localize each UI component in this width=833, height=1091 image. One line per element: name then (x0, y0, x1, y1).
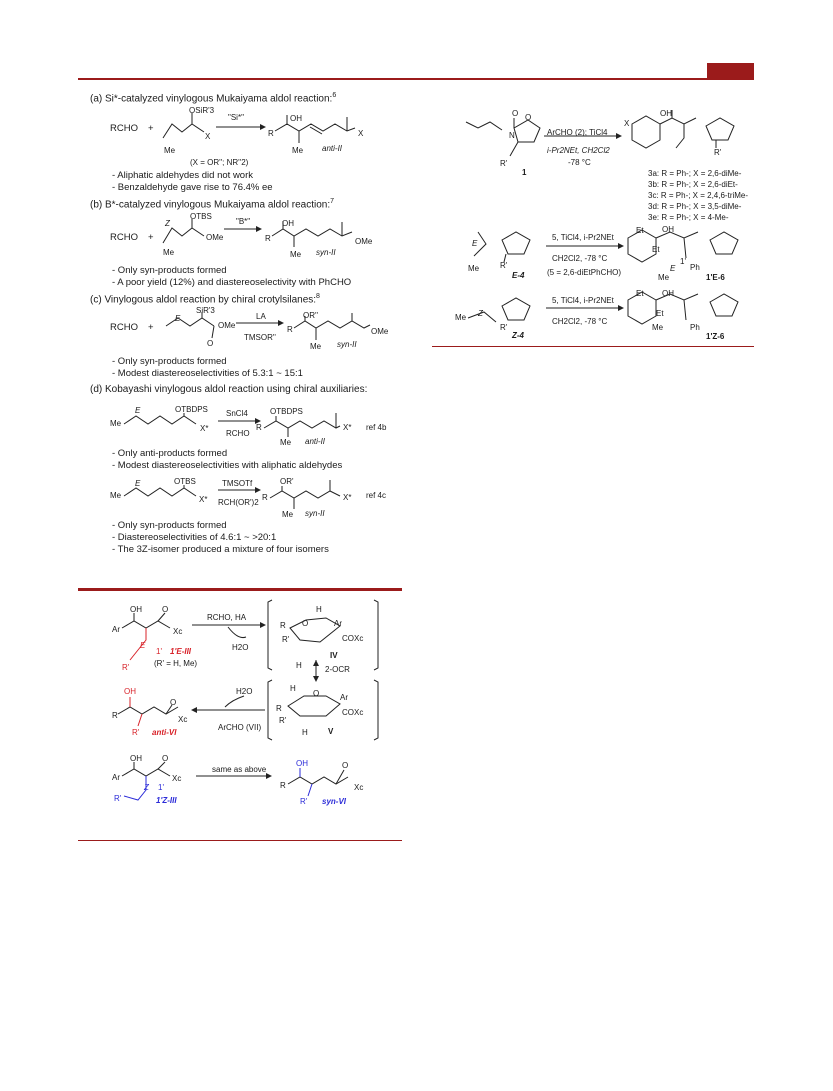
mech-sm-xc: Xc (173, 627, 183, 636)
r1-r: R' (500, 159, 508, 168)
scheme-c-reagent-top: LA (256, 312, 266, 321)
scheme-c-o: O (207, 339, 214, 348)
r2-product-label: 1'E-6 (706, 273, 725, 282)
scheme-c-note-1: - Only syn-products formed (112, 356, 227, 367)
scheme-d-note-2: - Modest diastereoselectivities with aliphatic aldehydes (112, 460, 343, 471)
scheme-c-product-me: Me (310, 342, 322, 351)
mech-z-z: Z (144, 783, 149, 792)
mech-step-2: 2-OCR (325, 665, 350, 674)
scheme-d1-x: X* (200, 424, 209, 433)
mech-iv-r: R (280, 621, 286, 630)
r3-me-prod: Me (652, 323, 664, 332)
r3-label: Z-4 (512, 331, 524, 340)
r2-me-prod: Me (658, 273, 670, 282)
scheme-b-product-ome: OMe (355, 237, 373, 246)
scheme-d2-product-x: X* (343, 493, 352, 502)
scheme-d2-ref: ref 4c (366, 491, 387, 500)
scheme-c-substituent: SiR'3 (196, 306, 215, 315)
scheme-d1-reagent-top: SnCl4 (226, 409, 248, 418)
mech-v-h: H (290, 684, 296, 693)
scheme-a-reagent: "Si*" (228, 113, 244, 122)
scheme-d2-product-r: R (262, 493, 268, 502)
mech-iv-r2: R' (282, 635, 290, 644)
scheme-d1-product-r: R (256, 423, 262, 432)
mech-iv-o: O (302, 619, 309, 628)
scheme-c-product-label: syn-II (337, 340, 357, 349)
scheme-d-note-3: - Only syn-products formed (112, 520, 227, 531)
mech-z-xc: Xc (172, 774, 182, 783)
scheme-a-product-label: anti-II (322, 144, 343, 153)
r3-oh: OH (662, 289, 674, 298)
mech-vi-oh: OH (124, 687, 136, 696)
mech-v-cox: COXc (342, 708, 364, 717)
scheme-d-note-4: - Diastereoselectivities of 4.6:1 ~ >20:1 (112, 532, 277, 543)
mech-vi-r2: R' (132, 728, 140, 737)
scheme-d-note-1: - Only anti-products formed (112, 448, 228, 459)
mech-sm-oh: OH (130, 605, 142, 614)
r2-ph: Ph (690, 263, 700, 272)
scheme-a-product-me: Me (292, 146, 304, 155)
scheme-a-note-1: - Aliphatic aldehydes did not work (112, 170, 253, 181)
r2-et2: Et (652, 245, 660, 254)
mech-syn-xc: Xc (354, 783, 364, 792)
scheme-d2-substituent: OTBS (174, 477, 196, 486)
r3-z: Z (478, 309, 483, 318)
scheme-a-reactant: RCHO (110, 123, 138, 134)
mech-water-out: H2O (232, 643, 249, 652)
mech-z-label: 1'Z-III (156, 796, 177, 805)
r1-product-r: R' (714, 148, 722, 157)
scheme-b-reactant: RCHO (110, 232, 138, 243)
r2-oh: OH (662, 225, 674, 234)
r1-entry-c: 3c: R = Ph-; X = 2,4,6-triMe- (648, 191, 749, 200)
mech-sm-condition: (R' = H, Me) (154, 659, 198, 668)
r2-reagent-top: 5, TiCl4, i-Pr2NEt (552, 233, 614, 242)
scheme-b-note-2: - A poor yield (12%) and diastereoselectivity with PhCHO (112, 277, 352, 288)
mech-vi-anti-label: anti-VI (152, 728, 177, 737)
scheme-b-note-1: - Only syn-products formed (112, 265, 227, 276)
mech-syn-o: O (342, 761, 349, 770)
r1-o2: O (525, 113, 532, 122)
mech-iv-label: IV (330, 651, 338, 660)
scheme-d1-product-me: Me (280, 438, 292, 447)
r1-entry-a: 3a: R = Ph-; X = 2,6-diMe- (648, 169, 742, 178)
scheme-c-reactant: RCHO (110, 322, 138, 333)
scheme-d-title: (d) Kobayashi vinylogous aldol reaction using chiral auxiliaries: (90, 384, 368, 395)
scheme-a-me: Me (164, 146, 176, 155)
scheme-c-reagent-bottom: TMSOR'' (244, 333, 276, 342)
scheme-b-product-oh: OH (282, 219, 294, 228)
scheme-d2-product-label: syn-II (305, 509, 325, 518)
scheme-b-product-label: syn-II (316, 248, 336, 257)
scheme-d2-e: E (135, 479, 141, 488)
r2-r: R' (500, 261, 508, 270)
r2-label: E-4 (512, 271, 525, 280)
r1-n: N (509, 131, 515, 140)
mech-sm-label: 1'E-III (170, 647, 192, 656)
scheme-c-title: (c) Vinylogous aldol reaction by chiral crotylsilanes:$^8$ (90, 293, 320, 306)
mech-v-r2: R' (279, 716, 287, 725)
mech-v-r: R (276, 704, 282, 713)
scheme-a-x: X (205, 132, 211, 141)
mech-syn-label: syn-VI (322, 797, 347, 806)
r3-et1: Et (636, 289, 644, 298)
mech-syn-oh: OH (296, 759, 308, 768)
mech-v-o: O (313, 689, 320, 698)
r2-me: Me (468, 264, 480, 273)
scheme-d1-ref: ref 4b (366, 423, 387, 432)
mech-sm-r: R' (122, 663, 130, 672)
scheme-d2-reagent-top: TMSOTf (222, 479, 253, 488)
r2-1p: 1' (680, 257, 686, 266)
mech-water-in: H2O (236, 687, 253, 696)
scheme-a-product-r: R (268, 129, 274, 138)
mech-z-o: O (162, 754, 169, 763)
r2-reagent-bot: (5 = 2,6-diEtPhCHO) (547, 268, 622, 277)
scheme-d1-reagent-bottom: RCHO (226, 429, 250, 438)
scheme-d1-product-otbdps: OTBDPS (270, 407, 303, 416)
scheme-b-product-me: Me (290, 250, 302, 259)
scheme-b-product-r: R (265, 234, 271, 243)
r1-o: O (512, 109, 519, 118)
r1-entry-b: 3b: R = Ph-; X = 2,6-diEt- (648, 180, 738, 189)
scheme-a-note-2: - Benzaldehyde gave rise to 76.4% ee (112, 182, 273, 193)
scheme-b-title: (b) B*-catalyzed vinylogous Mukaiyama aldol reaction:$^7$ (90, 198, 335, 211)
r1-entry-e: 3e: R = Ph-; X = 4-Me- (648, 213, 729, 222)
r2-reagent-mid: CH2Cl2, -78 °C (552, 254, 608, 263)
mech-archo: ArCHO (VII) (218, 723, 262, 732)
r2-e-prod: E (670, 264, 676, 273)
r3-product-label: 1'Z-6 (706, 332, 725, 341)
mech-iv-h2: H (296, 661, 302, 670)
r1-entry-d: 3d: R = Ph-; X = 3,5-diMe- (648, 202, 742, 211)
scheme-b-substituent: OTBS (190, 212, 212, 221)
mech-sm-1p: 1' (156, 647, 162, 656)
scheme-b-ome: OMe (206, 233, 224, 242)
scheme-d2-me: Me (110, 491, 122, 500)
r2-e: E (472, 239, 478, 248)
mech-iv-cox: COXc (342, 634, 364, 643)
mech-z-oh: OH (130, 754, 142, 763)
scheme-b-me: Me (163, 248, 175, 257)
scheme-a-title: (a) Si*-catalyzed vinylogous Mukaiyama aldol reaction:$^6$ (90, 92, 337, 105)
scheme-b-z: Z (165, 219, 170, 228)
scheme-a-condition: (X = OR''; NR''2) (190, 158, 249, 167)
scheme-d1-product-x: X* (343, 423, 352, 432)
scheme-d1-me: Me (110, 419, 122, 428)
r1-label: 1 (522, 168, 527, 177)
scheme-d1-substituent: OTBDPS (175, 405, 208, 414)
r1-reagent-mid: i-Pr2NEt, CH2Cl2 (547, 146, 610, 155)
scheme-d-note-5: - The 3Z-isomer produced a mixture of four isomers (112, 544, 329, 555)
scheme-b-reagent: "B*" (236, 217, 251, 226)
mech-v-label: V (328, 727, 334, 736)
scheme-d1-product-label: anti-II (305, 437, 326, 446)
r1-reagent-bot: -78 °C (568, 158, 591, 167)
scheme-c-e: E (175, 314, 181, 323)
scheme-c-ome: OMe (218, 321, 236, 330)
r3-et2: Et (656, 309, 664, 318)
scheme-a-product-oh: OH (290, 114, 302, 123)
scheme-c-note-2: - Modest diastereoselectivities of 5.3:1 ~ 15:1 (112, 368, 303, 379)
mech-v-ar: Ar (340, 693, 348, 702)
mech-vi-o: O (170, 698, 177, 707)
scheme-d2-product-me: Me (282, 510, 294, 519)
r3-me: Me (455, 313, 467, 322)
mech-z-1p: 1' (158, 783, 164, 792)
mech-sm-e: E (140, 641, 146, 650)
scheme-c-product-ome: OMe (371, 327, 389, 336)
mech-same: same as above (212, 765, 267, 774)
scheme-d2-x: X* (199, 495, 208, 504)
mech-iv-ar: Ar (334, 619, 342, 628)
scheme-d2-product-or: OR' (280, 477, 294, 486)
r3-ph: Ph (690, 323, 700, 332)
scheme-a-substituent: OSiR'3 (189, 106, 215, 115)
scheme-d2-reagent-bottom: RCH(OR')2 (218, 498, 259, 507)
mech-sm-o: O (162, 605, 169, 614)
mech-z-r: R' (114, 794, 122, 803)
r3-reagent-mid: CH2Cl2, -78 °C (552, 317, 608, 326)
r3-reagent-top: 5, TiCl4, i-Pr2NEt (552, 296, 614, 305)
mech-z-ar: Ar (112, 773, 120, 782)
scheme-a-product-x: X (358, 129, 364, 138)
scheme-d1-e: E (135, 406, 141, 415)
mech-vi-xc: Xc (178, 715, 188, 724)
mech-iv-h: H (316, 605, 322, 614)
r2-et1: Et (636, 226, 644, 235)
r1-product-x: X (624, 119, 630, 128)
r1-reagent-top: ArCHO (2); TiCl4 (547, 128, 608, 137)
mech-reagent-1: RCHO, HA (207, 613, 247, 622)
mech-syn-r2: R' (300, 797, 308, 806)
mech-syn-r: R (280, 781, 286, 790)
r3-r: R' (500, 323, 508, 332)
mech-v-h2: H (302, 728, 308, 737)
r1-product-oh: OH (660, 109, 672, 118)
scheme-c-product-r: R (287, 325, 293, 334)
scheme-c-product-or: OR'' (303, 311, 319, 320)
mech-sm-ar: Ar (112, 625, 120, 634)
mech-vi-r: R (112, 711, 118, 720)
